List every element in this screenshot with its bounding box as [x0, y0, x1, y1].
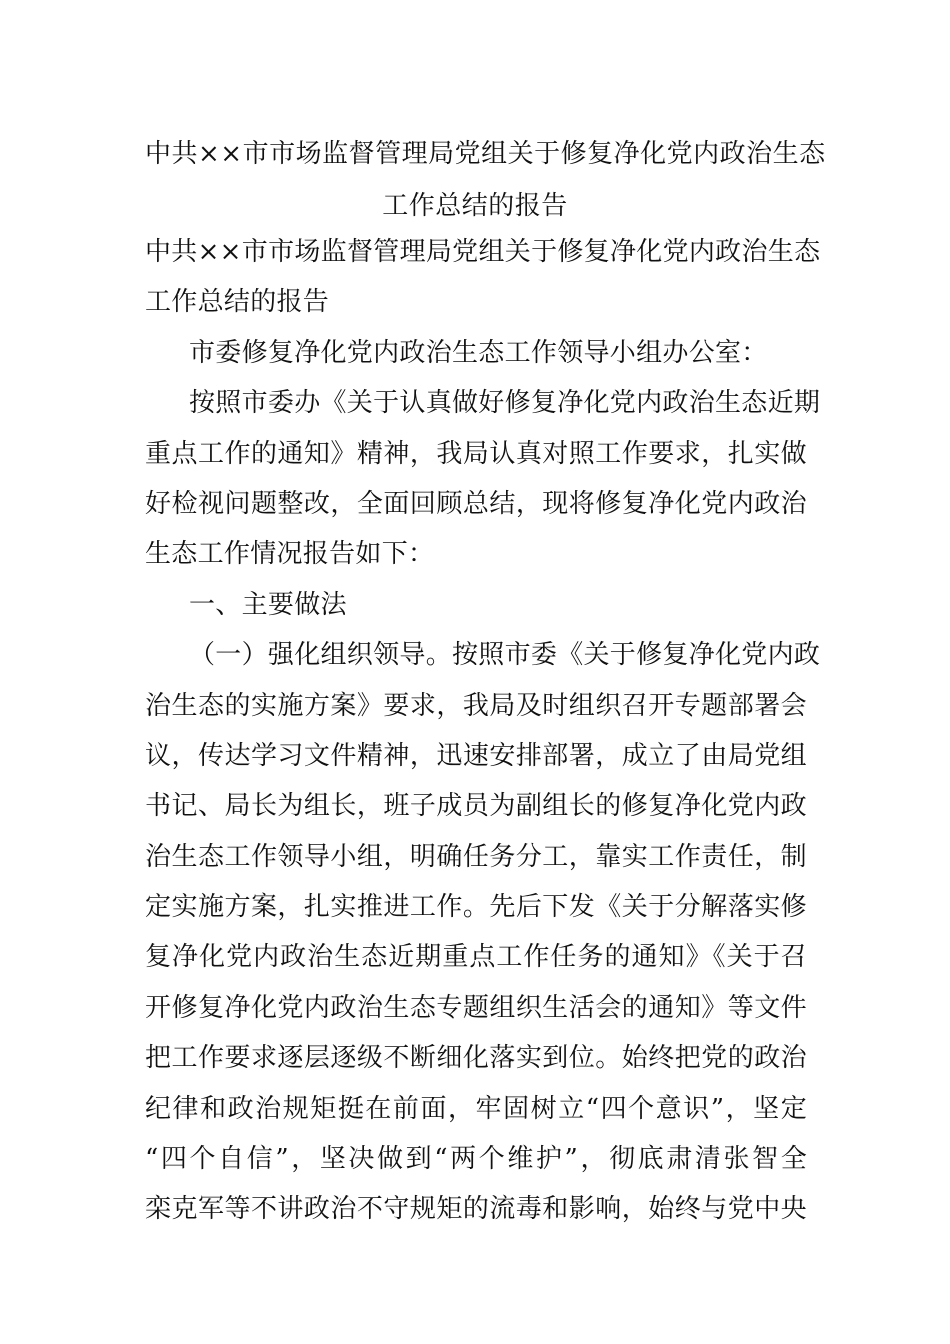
paragraph-line: 栾克军等不讲政治不守规矩的流毒和影响，始终与党中央	[145, 1194, 807, 1225]
paragraph-line: 治生态工作领导小组，明确任务分工，靠实工作责任，制	[145, 841, 807, 872]
paragraph-line: 议，传达学习文件精神，迅速安排部署，成立了由局党组	[145, 740, 807, 771]
subtitle-line-2: 工作总结的报告	[145, 287, 330, 318]
document-body	[145, 227, 821, 1235]
intro-line: 重点工作的通知》精神，我局认真对照工作要求，扎实做	[145, 438, 807, 469]
intro-line: 按照市委办《关于认真做好修复净化党内政治生态近期	[189, 388, 821, 419]
paragraph-line: （一）强化组织领导。按照市委《关于修复净化党内政	[189, 640, 821, 671]
paragraph-line: 开修复净化党内政治生态专题组织生活会的通知》等文件	[145, 992, 807, 1023]
section-heading: 一、主要做法	[189, 589, 347, 620]
addressee: 市委修复净化党内政治生态工作领导小组办公室：	[189, 337, 768, 368]
paragraph-line: “四个自信”，坚决做到“两个维护”，彻底肃清张智全	[145, 1144, 807, 1175]
paragraph-line: 治生态的实施方案》要求，我局及时组织召开专题部署会	[145, 690, 807, 721]
subtitle-line-1: 中共××市市场监督管理局党组关于修复净化党内政治生态	[145, 237, 821, 267]
title-line-2: 工作总结的报告	[382, 191, 568, 221]
title-line-1: 中共××市市场监督管理局党组关于修复净化党内政治生态	[145, 139, 826, 169]
intro-line: 好检视问题整改，全面回顾总结，现将修复净化党内政治	[145, 488, 807, 519]
paragraph-line: 定实施方案，扎实推进工作。先后下发《关于分解落实修	[145, 892, 807, 923]
paragraph-line: 纪律和政治规矩挺在前面，牢固树立“四个意识”，坚定	[145, 1093, 807, 1124]
document-title	[145, 128, 826, 232]
paragraph-line: 书记、局长为组长，班子成员为副组长的修复净化党内政	[145, 791, 807, 822]
paragraph-line: 复净化党内政治生态近期重点工作任务的通知》《关于召	[145, 942, 807, 973]
intro-line: 生态工作情况报告如下：	[145, 539, 435, 570]
paragraph-line: 把工作要求逐层逐级不断细化落实到位。始终把党的政治	[145, 1043, 807, 1074]
